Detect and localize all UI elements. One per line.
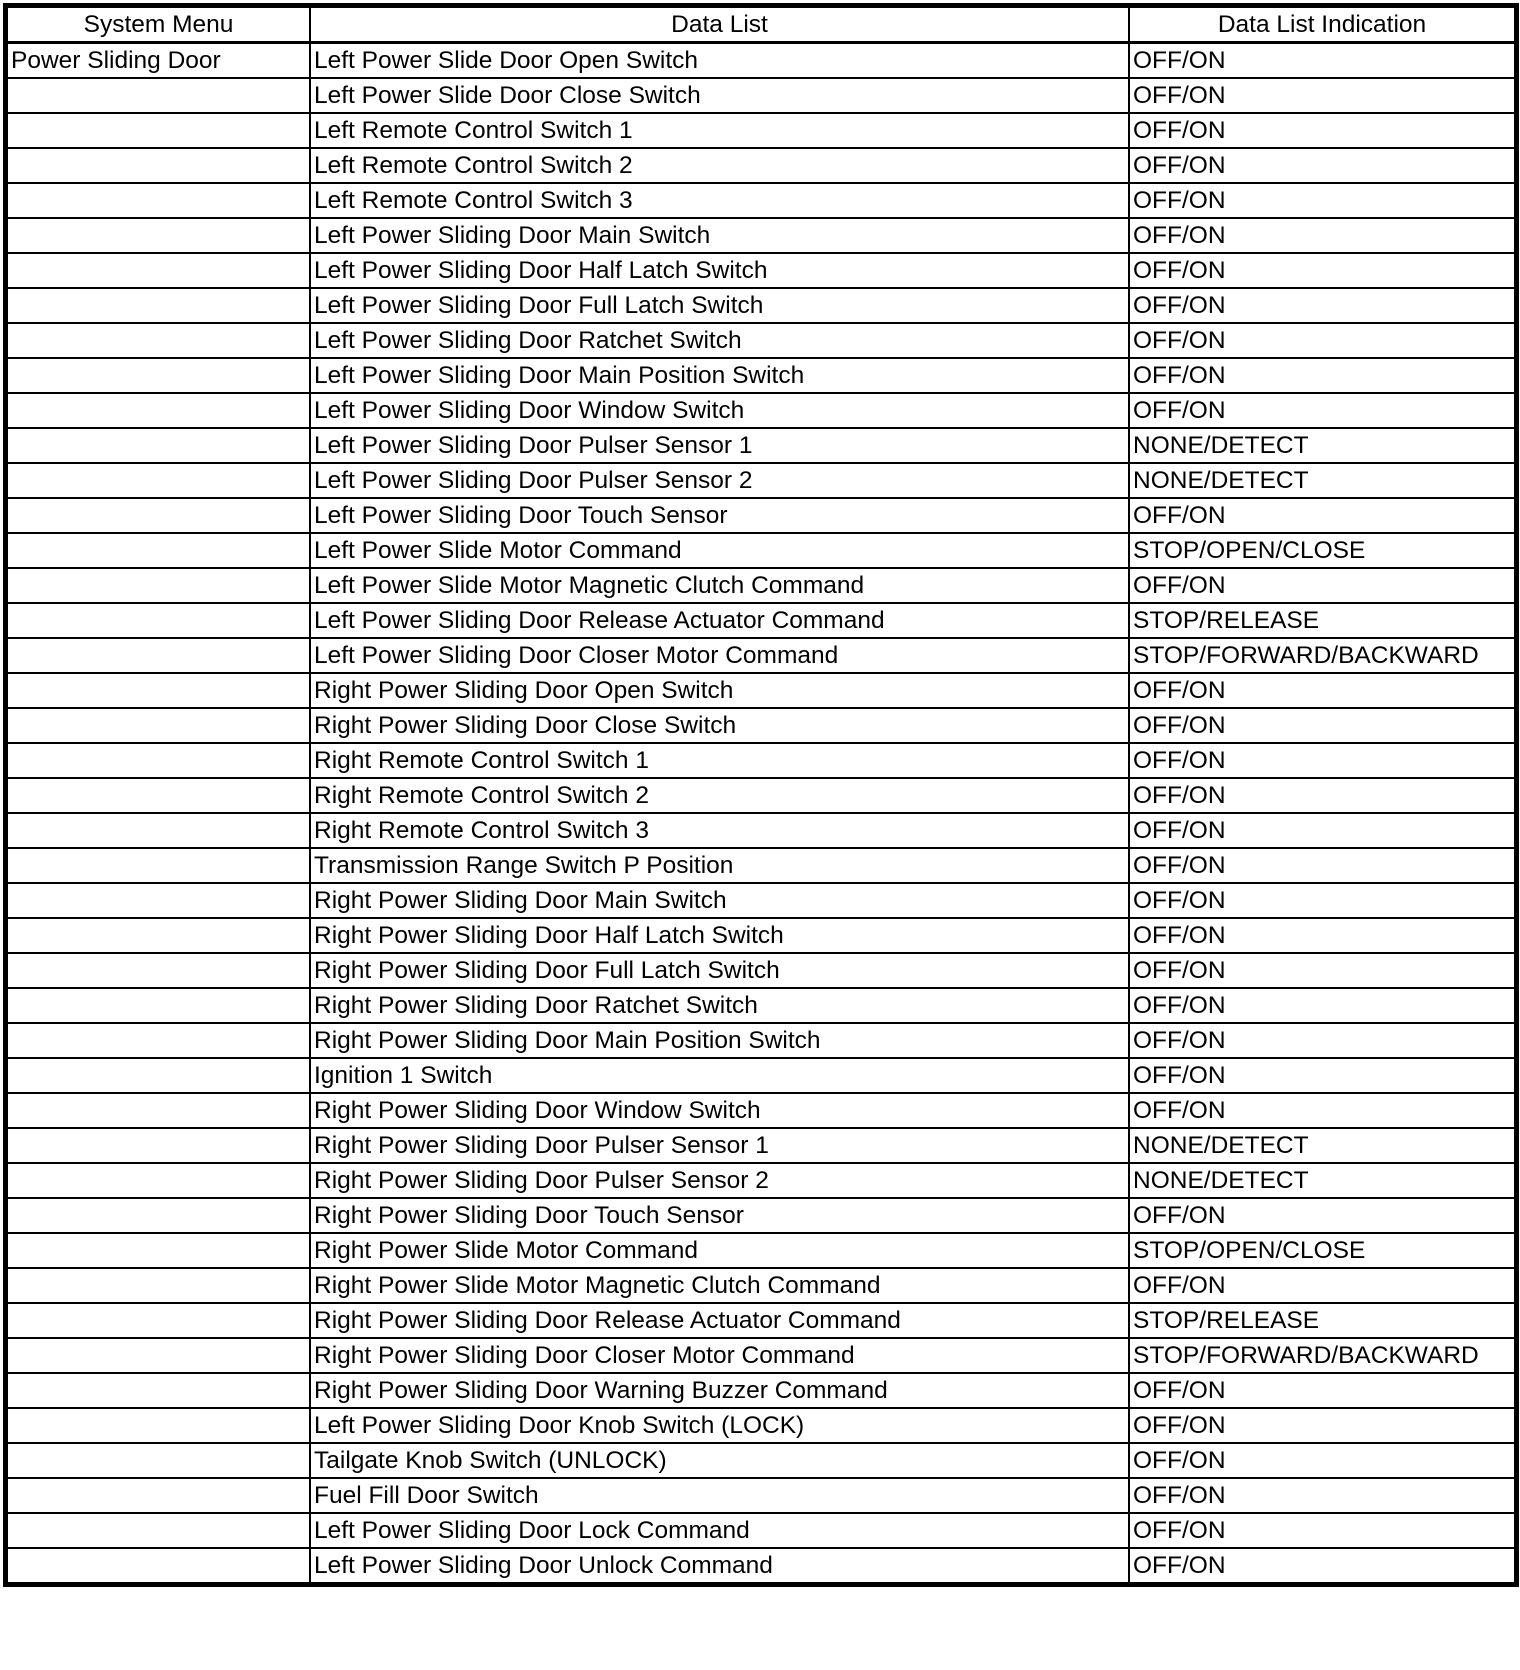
- data-list-indication-cell: OFF/ON: [1129, 988, 1515, 1023]
- data-list-cell: Left Power Sliding Door Lock Command: [310, 1513, 1129, 1548]
- system-menu-cell: [7, 1198, 310, 1233]
- system-menu-cell: [7, 1408, 310, 1443]
- system-menu-cell: [7, 358, 310, 393]
- system-menu-cell: [7, 1338, 310, 1373]
- data-list-indication-cell: STOP/OPEN/CLOSE: [1129, 533, 1515, 568]
- table-row: [7, 1513, 1515, 1548]
- table-row: [7, 323, 1515, 358]
- data-list-indication-cell: STOP/OPEN/CLOSE: [1129, 1233, 1515, 1268]
- table-row: [7, 953, 1515, 988]
- system-menu-cell: [7, 1128, 310, 1163]
- data-list-cell: Left Power Sliding Door Half Latch Switch: [310, 253, 1129, 288]
- data-list-cell: Right Power Sliding Door Touch Sensor: [310, 1198, 1129, 1233]
- data-list-cell: Left Power Slide Door Close Switch: [310, 78, 1129, 113]
- data-list-indication-cell: OFF/ON: [1129, 848, 1515, 883]
- data-list-indication-cell: NONE/DETECT: [1129, 1163, 1515, 1198]
- table-header-row: [7, 7, 1515, 43]
- data-list-cell: Right Power Sliding Door Pulser Sensor 2: [310, 1163, 1129, 1198]
- header-data-list-indication: Data List Indication: [1129, 7, 1515, 43]
- data-list-cell: Left Power Slide Motor Command: [310, 533, 1129, 568]
- table-row: [7, 288, 1515, 323]
- table-row: [7, 1198, 1515, 1233]
- system-menu-cell: [7, 288, 310, 323]
- system-menu-cell: [7, 743, 310, 778]
- system-menu-cell: [7, 218, 310, 253]
- data-list-indication-cell: OFF/ON: [1129, 218, 1515, 253]
- system-menu-cell: [7, 953, 310, 988]
- data-list-cell: Right Power Sliding Door Close Switch: [310, 708, 1129, 743]
- table-row: [7, 568, 1515, 603]
- data-list-indication-cell: OFF/ON: [1129, 673, 1515, 708]
- data-list-indication-cell: OFF/ON: [1129, 253, 1515, 288]
- data-list-indication-cell: OFF/ON: [1129, 1373, 1515, 1408]
- data-list-indication-cell: OFF/ON: [1129, 288, 1515, 323]
- data-list-cell: Right Power Sliding Door Pulser Sensor 1: [310, 1128, 1129, 1163]
- system-menu-cell: [7, 498, 310, 533]
- table-row: [7, 183, 1515, 218]
- data-list-indication-cell: OFF/ON: [1129, 78, 1515, 113]
- system-menu-cell: [7, 1058, 310, 1093]
- table-row: [7, 813, 1515, 848]
- data-list-cell: Right Power Sliding Door Full Latch Switch: [310, 953, 1129, 988]
- system-menu-cell: [7, 883, 310, 918]
- table-row: [7, 78, 1515, 113]
- system-menu-cell: [7, 1373, 310, 1408]
- table-row: [7, 43, 1515, 79]
- table-row: [7, 1058, 1515, 1093]
- data-list-indication-cell: OFF/ON: [1129, 953, 1515, 988]
- data-list-indication-cell: OFF/ON: [1129, 393, 1515, 428]
- data-list-indication-cell: OFF/ON: [1129, 1023, 1515, 1058]
- table-row: [7, 533, 1515, 568]
- header-data-list: Data List: [310, 7, 1129, 43]
- system-menu-cell: [7, 323, 310, 358]
- system-menu-cell: [7, 1513, 310, 1548]
- data-list-cell: Left Power Sliding Door Ratchet Switch: [310, 323, 1129, 358]
- table-row: [7, 1338, 1515, 1373]
- data-list-cell: Left Remote Control Switch 3: [310, 183, 1129, 218]
- data-list-cell: Right Power Slide Motor Magnetic Clutch Command: [310, 1268, 1129, 1303]
- data-list-cell: Right Remote Control Switch 3: [310, 813, 1129, 848]
- data-list-cell: Left Power Sliding Door Full Latch Switch: [310, 288, 1129, 323]
- data-list-indication-cell: STOP/RELEASE: [1129, 603, 1515, 638]
- data-list-cell: Right Power Sliding Door Closer Motor Command: [310, 1338, 1129, 1373]
- table-row: [7, 253, 1515, 288]
- table-row: [7, 603, 1515, 638]
- data-list-indication-cell: OFF/ON: [1129, 43, 1515, 79]
- data-list-indication-cell: STOP/RELEASE: [1129, 1303, 1515, 1338]
- data-list-cell: Left Power Sliding Door Touch Sensor: [310, 498, 1129, 533]
- data-list-indication-cell: OFF/ON: [1129, 358, 1515, 393]
- system-menu-cell: [7, 1023, 310, 1058]
- system-menu-cell: [7, 183, 310, 218]
- data-list-cell: Left Power Sliding Door Window Switch: [310, 393, 1129, 428]
- table-row: [7, 1163, 1515, 1198]
- table-row: [7, 1373, 1515, 1408]
- header-system-menu: System Menu: [7, 7, 310, 43]
- table-row: [7, 498, 1515, 533]
- system-menu-cell: [7, 113, 310, 148]
- table-row: [7, 1268, 1515, 1303]
- table-row: [7, 1128, 1515, 1163]
- data-list-cell: Left Power Sliding Door Main Switch: [310, 218, 1129, 253]
- table-row: [7, 1548, 1515, 1583]
- data-list-cell: Left Power Sliding Door Pulser Sensor 1: [310, 428, 1129, 463]
- table-row: [7, 393, 1515, 428]
- system-menu-cell: [7, 533, 310, 568]
- system-menu-cell: [7, 1163, 310, 1198]
- system-menu-cell: [7, 638, 310, 673]
- data-list-table: [6, 6, 1516, 1584]
- table-row: [7, 988, 1515, 1023]
- data-list-cell: Transmission Range Switch P Position: [310, 848, 1129, 883]
- data-list-indication-cell: OFF/ON: [1129, 1093, 1515, 1128]
- data-list-cell: Ignition 1 Switch: [310, 1058, 1129, 1093]
- table-row: [7, 1443, 1515, 1478]
- data-list-indication-cell: OFF/ON: [1129, 183, 1515, 218]
- system-menu-cell: [7, 1478, 310, 1513]
- system-menu-cell: [7, 1268, 310, 1303]
- data-list-cell: Left Power Sliding Door Main Position Switch: [310, 358, 1129, 393]
- data-list-indication-cell: OFF/ON: [1129, 883, 1515, 918]
- data-list-cell: Right Remote Control Switch 2: [310, 778, 1129, 813]
- data-list-indication-cell: OFF/ON: [1129, 1198, 1515, 1233]
- data-list-cell: Left Remote Control Switch 2: [310, 148, 1129, 183]
- data-list-indication-cell: OFF/ON: [1129, 1058, 1515, 1093]
- data-list-cell: Right Power Sliding Door Main Switch: [310, 883, 1129, 918]
- table-row: [7, 673, 1515, 708]
- data-list-cell: Left Power Slide Motor Magnetic Clutch Command: [310, 568, 1129, 603]
- table-row: [7, 1233, 1515, 1268]
- table-row: [7, 638, 1515, 673]
- table-row: [7, 743, 1515, 778]
- data-list-cell: Tailgate Knob Switch (UNLOCK): [310, 1443, 1129, 1478]
- system-menu-cell: [7, 603, 310, 638]
- data-list-cell: Left Power Sliding Door Pulser Sensor 2: [310, 463, 1129, 498]
- system-menu-cell: [7, 1443, 310, 1478]
- data-list-indication-cell: OFF/ON: [1129, 568, 1515, 603]
- data-list-indication-cell: NONE/DETECT: [1129, 428, 1515, 463]
- system-menu-cell: Power Sliding Door: [7, 43, 310, 79]
- table-row: [7, 463, 1515, 498]
- data-list-indication-cell: OFF/ON: [1129, 498, 1515, 533]
- data-list-cell: Right Power Sliding Door Open Switch: [310, 673, 1129, 708]
- data-list-indication-cell: OFF/ON: [1129, 1478, 1515, 1513]
- data-list-indication-cell: OFF/ON: [1129, 743, 1515, 778]
- data-list-cell: Left Power Sliding Door Unlock Command: [310, 1548, 1129, 1583]
- system-menu-cell: [7, 568, 310, 603]
- system-menu-cell: [7, 1233, 310, 1268]
- table-row: [7, 708, 1515, 743]
- data-list-indication-cell: OFF/ON: [1129, 1268, 1515, 1303]
- data-list-cell: Right Power Sliding Door Ratchet Switch: [310, 988, 1129, 1023]
- data-list-cell: Right Power Sliding Door Half Latch Switch: [310, 918, 1129, 953]
- system-menu-cell: [7, 148, 310, 183]
- table-row: [7, 218, 1515, 253]
- system-menu-cell: [7, 78, 310, 113]
- table-row: [7, 1478, 1515, 1513]
- system-menu-cell: [7, 1548, 310, 1583]
- system-menu-cell: [7, 463, 310, 498]
- table-row: [7, 1093, 1515, 1128]
- system-menu-cell: [7, 813, 310, 848]
- data-list-cell: Right Power Sliding Door Window Switch: [310, 1093, 1129, 1128]
- data-list-cell: Left Power Sliding Door Closer Motor Command: [310, 638, 1129, 673]
- data-list-cell: Right Remote Control Switch 1: [310, 743, 1129, 778]
- data-list-indication-cell: OFF/ON: [1129, 708, 1515, 743]
- table-row: [7, 1023, 1515, 1058]
- table-row: [7, 918, 1515, 953]
- data-list-cell: Right Power Sliding Door Main Position Switch: [310, 1023, 1129, 1058]
- table-row: [7, 848, 1515, 883]
- system-menu-cell: [7, 918, 310, 953]
- data-list-indication-cell: OFF/ON: [1129, 778, 1515, 813]
- data-list-cell: Right Power Sliding Door Warning Buzzer Command: [310, 1373, 1129, 1408]
- system-menu-cell: [7, 253, 310, 288]
- data-list-indication-cell: OFF/ON: [1129, 1548, 1515, 1583]
- table-row: [7, 113, 1515, 148]
- table-row: [7, 358, 1515, 393]
- system-menu-cell: [7, 778, 310, 813]
- table-row: [7, 778, 1515, 813]
- data-list-cell: Right Power Sliding Door Release Actuator Command: [310, 1303, 1129, 1338]
- system-menu-cell: [7, 1093, 310, 1128]
- table-body: [7, 43, 1515, 1584]
- table-row: [7, 1408, 1515, 1443]
- data-list-indication-cell: STOP/FORWARD/BACKWARD: [1129, 638, 1515, 673]
- data-list-indication-cell: OFF/ON: [1129, 148, 1515, 183]
- data-list-cell: Left Remote Control Switch 1: [310, 113, 1129, 148]
- system-menu-cell: [7, 708, 310, 743]
- data-list-indication-cell: NONE/DETECT: [1129, 463, 1515, 498]
- system-menu-cell: [7, 848, 310, 883]
- system-menu-cell: [7, 393, 310, 428]
- data-list-indication-cell: OFF/ON: [1129, 113, 1515, 148]
- data-list-indication-cell: STOP/FORWARD/BACKWARD: [1129, 1338, 1515, 1373]
- table-row: [7, 1303, 1515, 1338]
- data-list-cell: Left Power Sliding Door Knob Switch (LOCK): [310, 1408, 1129, 1443]
- data-list-indication-cell: OFF/ON: [1129, 1513, 1515, 1548]
- data-list-indication-cell: OFF/ON: [1129, 918, 1515, 953]
- table-row: [7, 883, 1515, 918]
- data-list-indication-cell: NONE/DETECT: [1129, 1128, 1515, 1163]
- system-menu-cell: [7, 673, 310, 708]
- table-row: [7, 148, 1515, 183]
- data-list-indication-cell: OFF/ON: [1129, 1443, 1515, 1478]
- data-list-indication-cell: OFF/ON: [1129, 323, 1515, 358]
- system-menu-cell: [7, 1303, 310, 1338]
- data-list-cell: Left Power Sliding Door Release Actuator Command: [310, 603, 1129, 638]
- data-list-cell: Fuel Fill Door Switch: [310, 1478, 1129, 1513]
- data-list-indication-cell: OFF/ON: [1129, 1408, 1515, 1443]
- system-menu-cell: [7, 988, 310, 1023]
- data-list-indication-cell: OFF/ON: [1129, 813, 1515, 848]
- system-menu-cell: [7, 428, 310, 463]
- data-list-cell: Right Power Slide Motor Command: [310, 1233, 1129, 1268]
- table-row: [7, 428, 1515, 463]
- data-list-cell: Left Power Slide Door Open Switch: [310, 43, 1129, 79]
